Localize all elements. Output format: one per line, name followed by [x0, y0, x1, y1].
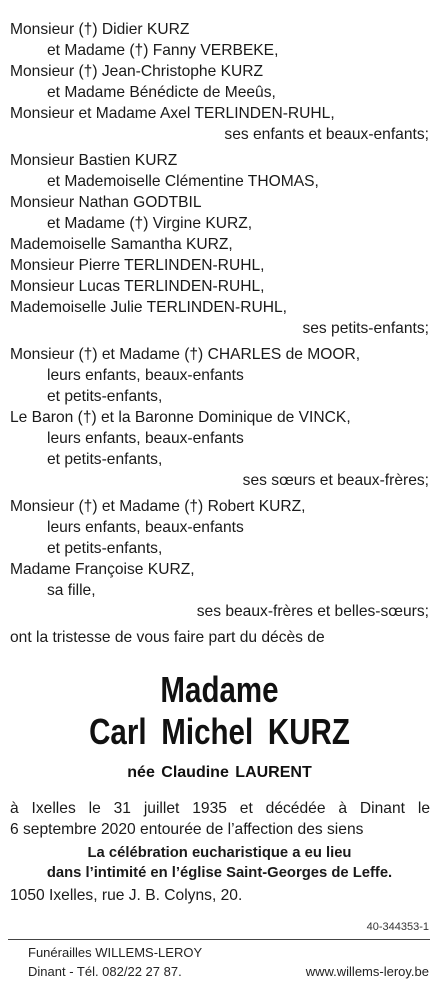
family-group-label: ses petits-enfants; [302, 320, 429, 337]
family-line: leurs enfants, beaux-enfants [47, 519, 244, 536]
family-line: sa fille, [47, 582, 96, 599]
deceased-maiden-name: née Claudine LAURENT [127, 764, 312, 781]
family-line: et Madame Bénédicte de Meeûs, [47, 84, 276, 101]
family-line: Monsieur Nathan GODTBIL [10, 194, 202, 211]
family-line: Monsieur Lucas TERLINDEN-RUHL, [10, 278, 265, 295]
family-line: Mademoiselle Samantha KURZ, [10, 236, 233, 253]
family-group-label: ses enfants et beaux-enfants; [224, 126, 429, 143]
celebration-line: La célébration eucharistique a eu lieu [87, 845, 352, 861]
family-line: Mademoiselle Julie TERLINDEN-RUHL, [10, 299, 288, 316]
celebration-line: dans l’intimité en l’église Saint-Georges de Leffe. [46, 865, 393, 881]
family-group-label: ses beaux-frères et belles-sœurs; [196, 603, 429, 620]
family-line: Monsieur et Madame Axel TERLINDEN-RUHL, [10, 105, 335, 122]
family-line: leurs enfants, beaux-enfants [47, 367, 244, 384]
family-line: Monsieur (†) Jean-Christophe KURZ [10, 63, 264, 80]
address-line: 1050 Ixelles, rue J. B. Colyns, 20. [10, 887, 243, 904]
family-line: Monsieur (†) et Madame (†) Robert KURZ, [10, 498, 306, 515]
family-group-label: ses sœurs et beaux-frères; [242, 472, 429, 489]
family-line: Madame Françoise KURZ, [10, 561, 195, 578]
birth-death-line: 6 septembre 2020 entourée de l’affection des siens [10, 821, 364, 838]
family-line: Monsieur Bastien KURZ [10, 152, 178, 169]
family-line: Le Baron (†) et la Baronne Dominique de VINCK, [10, 409, 351, 426]
family-line: et Mademoiselle Clémentine THOMAS, [47, 173, 319, 190]
family-line: Monsieur (†) Didier KURZ [10, 21, 190, 38]
family-line: Monsieur (†) et Madame (†) CHARLES de MOOR, [10, 346, 361, 363]
funeral-company: Funérailles WILLEMS-LEROY [28, 945, 203, 960]
family-line: et petits-enfants, [47, 451, 163, 468]
funeral-website[interactable]: www.willems-leroy.be [305, 964, 429, 979]
family-line: et Madame (†) Virgine KURZ, [47, 215, 253, 232]
family-line: Monsieur Pierre TERLINDEN-RUHL, [10, 257, 265, 274]
family-line: et Madame (†) Fanny VERBEKE, [47, 42, 279, 59]
family-line: leurs enfants, beaux-enfants [47, 430, 244, 447]
family-line: et petits-enfants, [47, 540, 163, 557]
footer-divider [8, 939, 430, 940]
birth-death-line: à Ixelles le 31 juillet 1935 et décédée à Dinant le [10, 800, 430, 817]
funeral-phone: Dinant - Tél. 082/22 27 87. [28, 964, 182, 979]
family-line: et petits-enfants, [47, 388, 163, 405]
deceased-title: Madame [160, 669, 279, 710]
announcement-line: ont la tristesse de vous faire part du décès de [10, 629, 325, 646]
deceased-name: Carl Michel KURZ [89, 711, 350, 752]
reference-number: 40-344353-1 [366, 921, 429, 933]
